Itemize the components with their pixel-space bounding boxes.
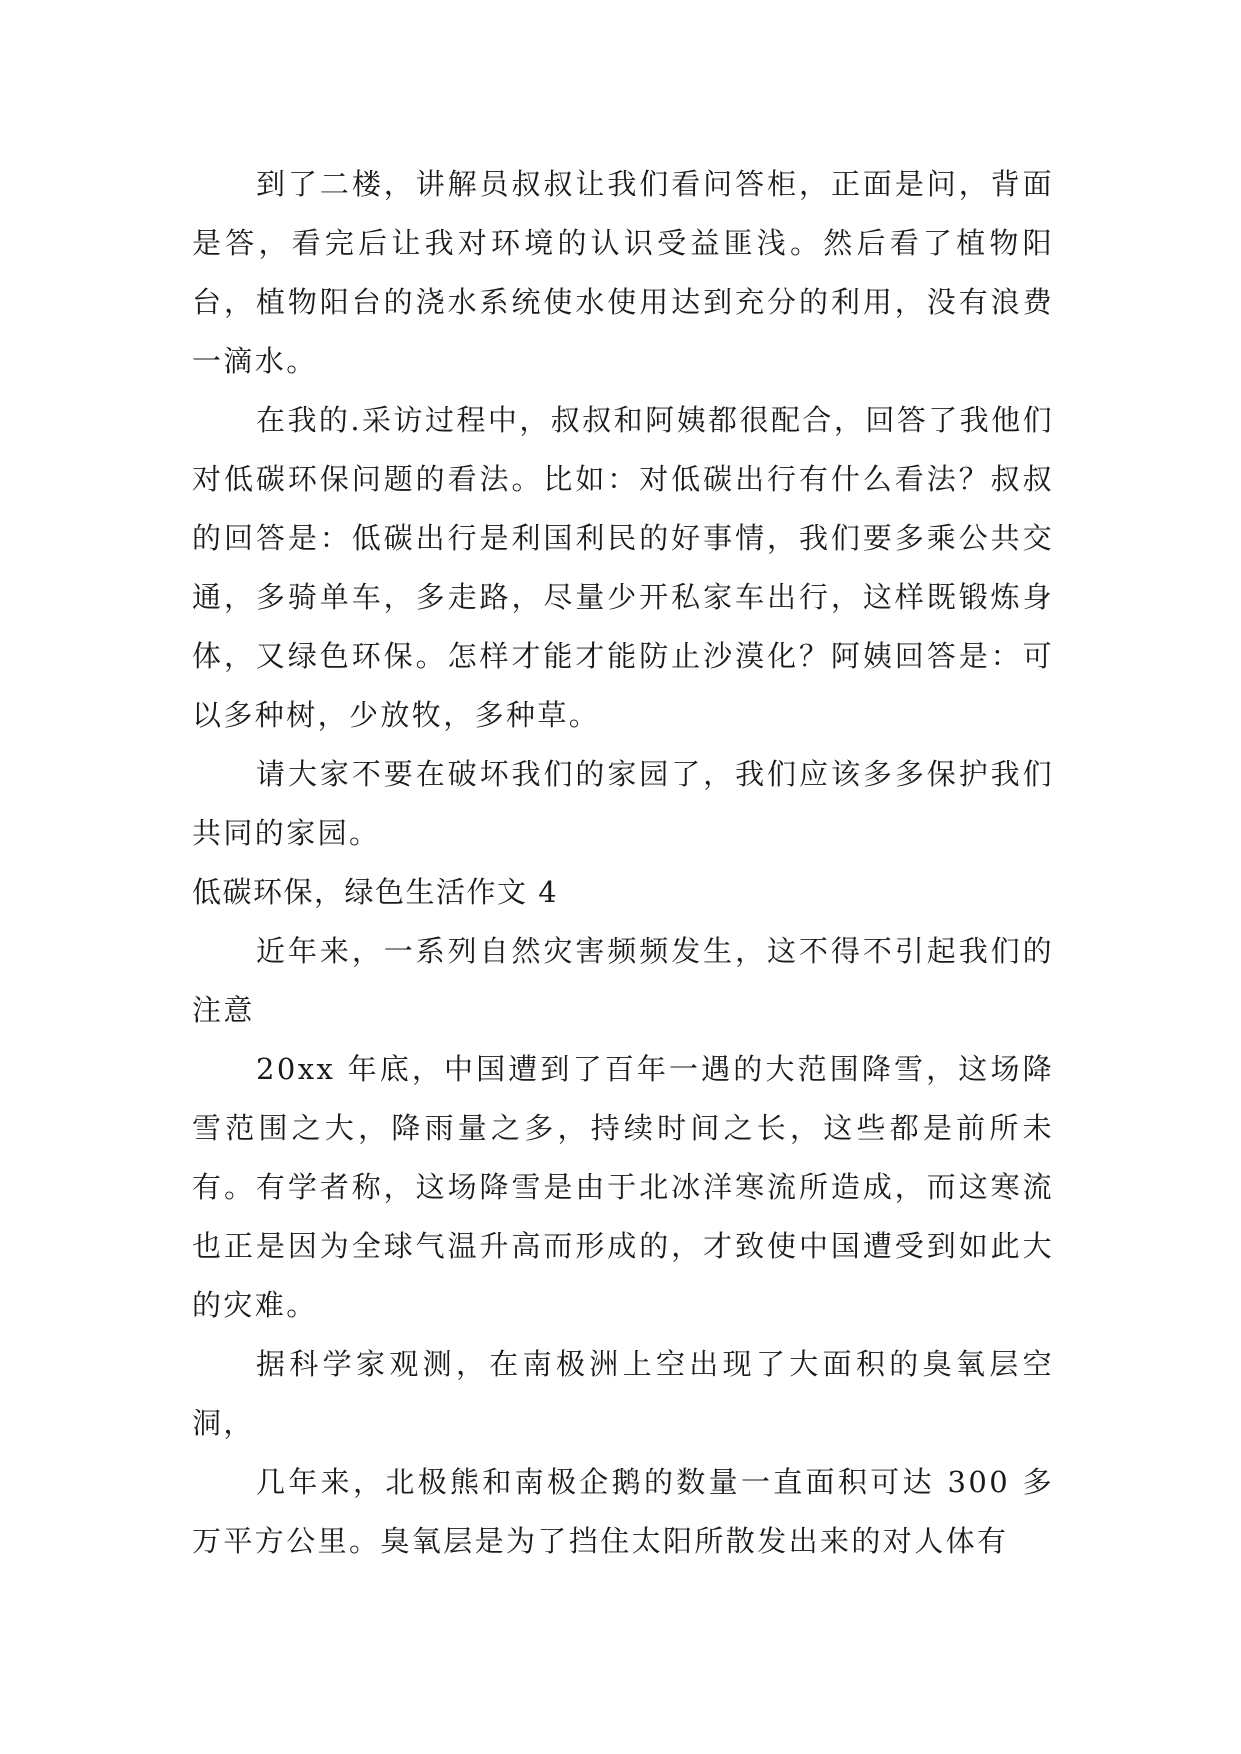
paragraph-interview: 在我的.采访过程中，叔叔和阿姨都很配合，回答了我他们对低碳环保问题的看法。比如：对低碳出行有什么看法？叔叔的回答是：低碳出行是利国利民的好事情，我们要多乘公共交通，多骑单车，多走路，尽量少开私家车出行，这样既锻炼身体，又绿色环保。怎样才能才能防止沙漠化？阿姨回答是：可以多种树，少放牧，多种草。 xyxy=(192,403,1054,732)
paragraph-disasters-intro: 近年来，一系列自然灾害频频发生，这不得不引起我们的注意 xyxy=(192,934,1054,1027)
paragraph-polar-animals: 几年来，北极熊和南极企鹅的数量一直面积可达 300 多万平方公里。臭氧层是为了挡住太阳所散发出来的对人体有 xyxy=(192,1465,1054,1558)
document-body xyxy=(192,155,1054,1571)
paragraph-snowstorm: 20xx 年底，中国遭到了百年一遇的大范围降雪，这场降雪范围之大，降雨量之多，持续时间之长，这些都是前所未有。有学者称，这场降雪是由于北冰洋寒流所造成，而这寒流也正是因为全球气温升高而形成的，才致使中国遭受到如此大的灾难。 xyxy=(192,1052,1054,1322)
paragraph-appeal: 请大家不要在破坏我们的家园了，我们应该多多保护我们共同的家园。 xyxy=(192,757,1054,850)
essay-heading: 低碳环保，绿色生活作文 4 xyxy=(192,875,559,909)
paragraph-ozone-hole: 据科学家观测，在南极洲上空出现了大面积的臭氧层空洞， xyxy=(192,1347,1054,1440)
paragraph-second-floor-visit: 到了二楼，讲解员叔叔让我们看问答柜，正面是问，背面是答，看完后让我对环境的认识受益匪浅。然后看了植物阳台，植物阳台的浇水系统使水使用达到充分的利用，没有浪费一滴水。 xyxy=(192,167,1054,378)
